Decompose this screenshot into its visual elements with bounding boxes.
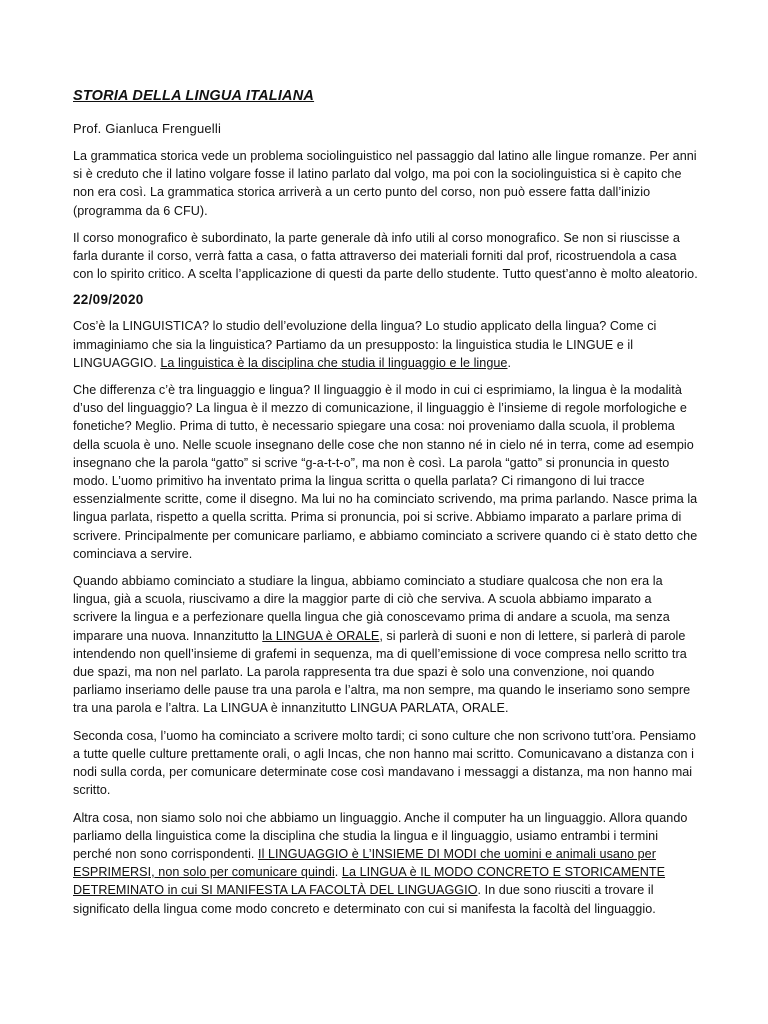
paragraph-7-text: Altra cosa, non siamo solo noi che abbiamo un linguaggio. Anche il computer ha un linguaggio. Allora quando parliamo della linguistica come la disciplina che studia la lingua e il linguaggio, usiamo entrambi i termini perché non sono corrispondenti. xyxy=(73,810,688,861)
paragraph-3 xyxy=(73,317,698,372)
paragraph-2: Il corso monografico è subordinato, la parte generale dà info utili al corso monografico. Se non si riuscisse a farla durante il corso, verrà fatta a casa, o fatta attraverso dei materiali forniti dal prof, ricostruendola a casa con lo spirito critico. A scelta l’applicazione di questi da parte dello studente. Tutto quest’anno è molto aleatorio. xyxy=(73,230,698,282)
linguistics-definition: La linguistica è la disciplina che studia il linguaggio e le lingue xyxy=(160,355,508,370)
document-title: STORIA DELLA LINGUA ITALIANA xyxy=(73,88,315,104)
paragraph-4: Che differenza c’è tra linguaggio e lingua? Il linguaggio è il modo in cui ci esprimiamo, la lingua è la modalità d’uso del linguaggio? La lingua è il mezzo di comunicazione, il linguaggio è l’insieme di regole morfologiche e fonetiche? Meglio. Prima di tutto, è necessario spiegare una cosa: noi proveniamo dalla scuola, il problema della scuola è uno. Nelle scuole insegnano delle cose che non stanno né in cielo né in terra, come ad esempio insegnano che la parola “gatto” si scrive “g-a-t-t-o”, ma non è così. La parola “gatto” si pronuncia in questo modo. L’uomo primitivo ha inventato prima la lingua scritta o quella parlata? Ci rimangono di lui tracce essenzialmente scritte, come il disegno. Ma lui no ha cominciato scrivendo, ma prima parlando. Nasce prima la lingua parlata, rispetto a quella scritta. Prima si pronuncia, poi si scrive. Abbiamo imparato a parlare prima di scrivere. Principalmente per comunicare parliamo, e abbiamo cominciato a scrivere quando ci è stato detto che cominciava a servire. xyxy=(73,383,698,561)
paragraph-6: Seconda cosa, l’uomo ha cominciato a scrivere molto tardi; ci sono culture che non scrivono tutt’ora. Pensiamo a tutte quelle culture prettamente orali, o agli Incas, che non hanno mai scritto. Comunicavano a distanza con i nodi sulla corda, per comunicare determinate cose così mandavano i messaggi a distanza, ma non hanno mai scritto. xyxy=(73,728,696,798)
paragraph-7 xyxy=(73,809,698,918)
paragraph-1: La grammatica storica vede un problema sociolinguistico nel passaggio dal latino alle lingue romanze. Per anni si è creduto che il latino volgare fosse il latino parlato dal volgo, ma poi con la sociolinguistica si è capito che non era così. La grammatica storica arriverà a un certo punto del corso, non può essere fatta dall’inizio (programma da 6 CFU). xyxy=(73,149,697,218)
lingua-definition: La LINGUA è IL MODO CONCRETO E STORICAMENTE DETREMINATO in cui SI MANIFESTA LA FACOLTÀ DEL LINGUAGGIO xyxy=(73,865,666,898)
author-line: Prof. Gianluca Frenguelli xyxy=(73,121,222,136)
lecture-date: 22/09/2020 xyxy=(73,292,144,308)
lingua-orale-highlight: la LINGUA è ORALE xyxy=(262,628,380,643)
paragraph-5 xyxy=(73,572,698,718)
paragraph-7-sep: . xyxy=(334,865,342,880)
paragraph-3-text: Cos’è la LINGUISTICA? lo studio dell’evoluzione della lingua? Lo studio applicato della lingua? Come ci immaginiamo che sia la linguistica? Partiamo da un presupposto: la linguistica studia le LINGUE e il LINGUAGGIO. xyxy=(73,319,657,370)
linguaggio-definition: Il LINGUAGGIO è L’INSIEME DI MODI che uomini e animali usano per ESPRIMERSI, non solo per comunicare quindi xyxy=(73,846,656,880)
paragraph-5-text: Quando abbiamo cominciato a studiare la lingua, abbiamo cominciato a studiare qualcosa che non era la lingua, già a scuola, riuscivamo a dire la maggior parte di ciò che serviva. A scuola abbiamo imparato a scrivere la lingua e a perfezionare quella lingua che già conoscevamo prima di andare a scuola, ma senza imparare una nuova. Innanzitutto xyxy=(73,574,670,643)
paragraph-3-end: . xyxy=(507,355,512,370)
paragraph-7-end: . In due sono riusciti a trovare il significato della lingua come modo concreto e determinato con cui si manifesta la facoltà del linguaggio. xyxy=(73,883,656,916)
paragraph-5-rest: , si parlerà di suoni e non di lettere, si parlerà di parole intendendo non quell’insieme di grafemi in sequenza, ma di quell’emissione di voce compresa nello scritto tra due spazi, ma non nel parlato. La parola rappresenta tra due spazi è solo una convenzione, noi quando parliamo inseriamo delle pause tra una parola e l’altra, ma non sempre, ma quando le inseriamo sono sempre tra una parola e l’altra. La LINGUA è innanzitutto LINGUA PARLATA, ORALE. xyxy=(73,628,691,716)
